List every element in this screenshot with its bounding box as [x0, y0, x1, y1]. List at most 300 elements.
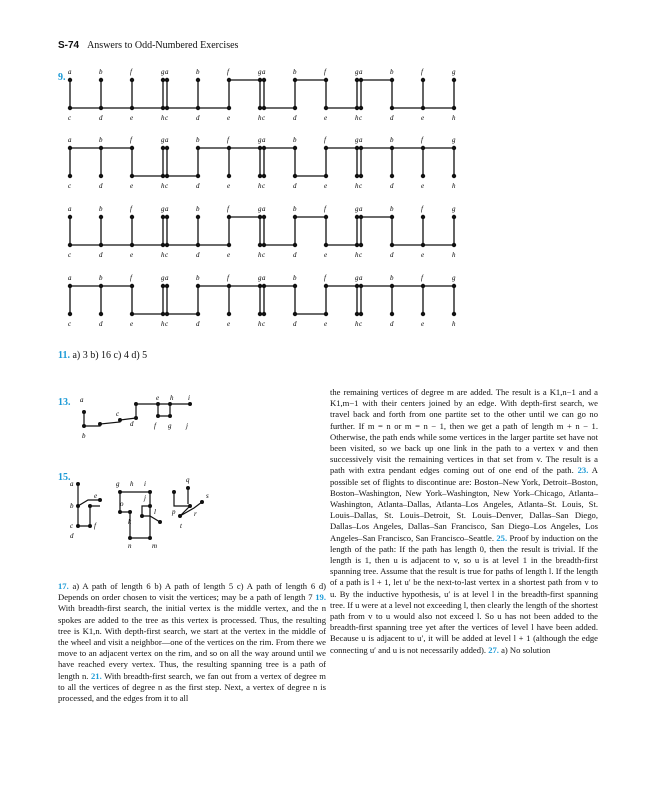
tree-vertex: [165, 174, 169, 178]
tree-vertex-label: h: [258, 114, 262, 122]
tree-vertex: [99, 174, 103, 178]
tree-vertex: [227, 174, 231, 178]
exercise-23-number: 23.: [577, 465, 589, 476]
tree-vertex: [227, 312, 231, 316]
spanning-tree: [165, 68, 262, 122]
tree-vertex: [196, 215, 200, 219]
tree-vertex: [130, 215, 134, 219]
tree-vertex-label: d: [293, 114, 297, 122]
tree-vertex: [165, 312, 169, 316]
v13-c: c: [116, 410, 120, 418]
tree-vertex: [196, 146, 200, 150]
v15-p: p: [172, 508, 176, 516]
v15-s: s: [206, 492, 209, 500]
tree-vertex-label: e: [421, 251, 425, 259]
tree-vertex-label: d: [293, 182, 297, 190]
tree-vertex-label: h: [258, 182, 262, 190]
tree-vertex-label: e: [130, 251, 134, 259]
tree-vertex-label: c: [359, 114, 363, 122]
exercise-21-text: With breadth-first search, we fan out from a vertex of degree m to all the vertices of degree n as the first step. Next, a vertex of degree n is processed, and the edges from it to all: [58, 670, 326, 704]
right-column-text: [330, 387, 598, 656]
tree-vertex-label: h: [258, 251, 262, 259]
tree-vertex: [68, 78, 72, 82]
tree-vertex-label: e: [324, 320, 328, 328]
tree-vertex-label: g: [452, 205, 456, 213]
tree-vertex: [165, 106, 169, 110]
tree-vertex-label: a: [68, 68, 72, 76]
tree-vertex-label: b: [196, 136, 200, 144]
tree-vertex: [324, 146, 328, 150]
tree-vertex-label: b: [99, 68, 103, 76]
tree-vertex-label: b: [99, 274, 103, 282]
tree-vertex-label: f: [130, 68, 132, 76]
v15-t: t: [180, 522, 182, 530]
exercise-13-number: 13.: [58, 397, 71, 408]
tree-vertex: [390, 174, 394, 178]
exercise-11: [58, 350, 147, 361]
tree-vertex: [324, 312, 328, 316]
tree-vertex-label: b: [293, 136, 297, 144]
tree-vertex-label: a: [262, 68, 266, 76]
tree-vertex: [452, 174, 456, 178]
tree-vertex-label: d: [390, 182, 394, 190]
tree-vertex-label: d: [99, 114, 103, 122]
tree-vertex-label: h: [258, 320, 262, 328]
exercise-21-number: 21.: [90, 670, 102, 681]
tree-vertex-label: e: [227, 251, 231, 259]
tree-vertex: [324, 78, 328, 82]
tree-vertex-label: a: [359, 205, 363, 213]
tree-vertex: [390, 78, 394, 82]
tree-vertex: [452, 284, 456, 288]
tree-vertex: [355, 284, 359, 288]
tree-vertex-label: b: [293, 274, 297, 282]
exercise-15-number: 15.: [58, 472, 71, 483]
tree-vertex-label: h: [452, 182, 456, 190]
tree-vertex-label: f: [227, 274, 229, 282]
tree-vertex-label: e: [421, 320, 425, 328]
tree-vertex-label: h: [452, 320, 456, 328]
tree-vertex-label: a: [68, 274, 72, 282]
tree-vertex: [161, 78, 165, 82]
tree-vertex: [227, 106, 231, 110]
tree-vertex-label: e: [130, 114, 134, 122]
spanning-tree: [359, 68, 456, 122]
tree-vertex-label: g: [258, 205, 262, 213]
tree-vertex: [359, 312, 363, 316]
tree-vertex: [130, 78, 134, 82]
exercise-25-text: Proof by induction on the length of the path: If the path has length 0, then the result is trivial. If the length is 1, then u is adjacent to v, so u is at level 1 in the breadth-first spanning tree. Assume that the result is true for paths of length l. If the length of a path is l + 1, let u′ be the next-to-last vertex in a shortest path from v to u. By the inductive hypothesis, u′ is at level l in the breadth-first spanning tree. If u were at a level not exceeding l, then clearly the length of the shortest path from v to u would also not exceed l. So u has not been added to the breadth-first spanning tree yet after the vertices of level l have been added. Because u is adjacent to u′, it will be added at level l + 1 (although the edge connecting u′ and u is not necessarily added).: [330, 532, 598, 655]
exercise-11-answer: a) 3 b) 16 c) 4 d) 5: [72, 350, 148, 361]
tree-vertex-label: d: [99, 182, 103, 190]
tree-vertex: [359, 174, 363, 178]
tree-vertex-label: b: [390, 68, 394, 76]
tree-vertex: [390, 284, 394, 288]
tree-vertex: [165, 146, 169, 150]
spanning-tree: [262, 68, 359, 122]
tree-vertex-label: c: [262, 182, 266, 190]
tree-vertex-label: c: [262, 320, 266, 328]
tree-vertex: [452, 215, 456, 219]
tree-vertex-label: b: [293, 205, 297, 213]
tree-vertex-label: g: [355, 136, 359, 144]
tree-vertex: [258, 78, 262, 82]
v15-d: d: [70, 532, 74, 540]
spanning-tree: [262, 205, 359, 259]
tree-vertex: [355, 106, 359, 110]
tree-vertex: [324, 106, 328, 110]
tree-vertex-label: h: [355, 114, 359, 122]
exercise-21-continued: the remaining vertices of degree m are added. The result is a K1,n−1 and a K1,m−1 with their centers joined by an edge. With depth-first search, we travel back and forth from one partite set to the other until we can go no further. If m = n or m = n − 1, then we get a path of length m + n − 1. Otherwise, the path ends while some vertices in the larger partite set have not been visited, so we back up one link in the path to a vertex v and then successively visit the remaining vertices in that set from v. The result is a path with extra pendant edges coming out of one end of the path.: [330, 387, 598, 476]
tree-vertex: [196, 174, 200, 178]
tree-vertex: [68, 243, 72, 247]
tree-vertex: [258, 174, 262, 178]
tree-vertex: [355, 174, 359, 178]
tree-vertex-label: c: [68, 320, 72, 328]
tree-vertex: [293, 284, 297, 288]
tree-vertex: [258, 215, 262, 219]
tree-vertex: [165, 284, 169, 288]
tree-vertex-label: a: [262, 205, 266, 213]
tree-vertex: [390, 215, 394, 219]
tree-vertex-label: f: [227, 136, 229, 144]
tree-vertex-label: g: [452, 136, 456, 144]
exercise-13-graph: [70, 392, 220, 462]
tree-vertex: [421, 312, 425, 316]
exercise-11-number: 11.: [58, 350, 70, 361]
spanning-tree: [262, 136, 359, 190]
tree-vertex-label: f: [324, 136, 326, 144]
tree-vertex: [293, 146, 297, 150]
tree-vertex: [161, 146, 165, 150]
tree-vertex: [161, 284, 165, 288]
tree-vertex: [262, 284, 266, 288]
tree-vertex-label: d: [293, 320, 297, 328]
tree-vertex: [130, 284, 134, 288]
spanning-tree: [165, 274, 262, 328]
v15-i: i: [144, 480, 146, 488]
tree-vertex: [99, 78, 103, 82]
tree-vertex: [262, 215, 266, 219]
tree-vertex: [196, 106, 200, 110]
tree-vertex: [293, 312, 297, 316]
tree-vertex: [421, 146, 425, 150]
tree-vertex: [262, 146, 266, 150]
tree-vertex: [68, 312, 72, 316]
tree-vertex-label: a: [165, 274, 169, 282]
tree-vertex-label: e: [227, 320, 231, 328]
tree-vertex-label: d: [390, 320, 394, 328]
tree-vertex: [262, 78, 266, 82]
header-title: Answers to Odd-Numbered Exercises: [87, 40, 239, 51]
tree-vertex: [452, 243, 456, 247]
tree-vertex: [99, 284, 103, 288]
tree-vertex-label: d: [196, 251, 200, 259]
tree-vertex-label: f: [421, 205, 423, 213]
v15-j: j: [144, 494, 146, 502]
tree-vertex-label: a: [165, 136, 169, 144]
left-column-text: [58, 581, 326, 704]
tree-vertex-label: g: [355, 205, 359, 213]
tree-vertex: [355, 78, 359, 82]
tree-vertex: [293, 106, 297, 110]
tree-vertex: [359, 106, 363, 110]
tree-vertex-label: a: [68, 136, 72, 144]
tree-vertex: [196, 243, 200, 247]
exercise-27-number: 27.: [488, 644, 499, 655]
tree-vertex-label: e: [227, 114, 231, 122]
v15-k: k: [128, 518, 132, 526]
v13-e: e: [156, 394, 160, 402]
tree-vertex-label: h: [161, 320, 165, 328]
tree-vertex-label: a: [359, 136, 363, 144]
tree-vertex-label: c: [165, 251, 169, 259]
spanning-tree: [359, 274, 456, 328]
tree-vertex: [355, 146, 359, 150]
tree-vertex: [262, 106, 266, 110]
tree-vertex-label: d: [293, 251, 297, 259]
tree-vertex: [165, 78, 169, 82]
tree-vertex: [68, 284, 72, 288]
tree-vertex-label: g: [161, 274, 165, 282]
tree-vertex-label: h: [161, 114, 165, 122]
tree-vertex: [99, 243, 103, 247]
v13-b: b: [82, 432, 86, 440]
tree-vertex: [161, 312, 165, 316]
tree-vertex: [227, 215, 231, 219]
tree-vertex: [390, 312, 394, 316]
tree-vertex-label: f: [227, 68, 229, 76]
page-number: S-74: [58, 40, 80, 51]
v15-a: a: [70, 480, 74, 488]
tree-vertex: [452, 78, 456, 82]
tree-vertex: [262, 312, 266, 316]
spanning-tree: [359, 136, 456, 190]
tree-vertex: [421, 78, 425, 82]
tree-vertex: [99, 106, 103, 110]
tree-vertex: [99, 146, 103, 150]
tree-vertex: [165, 215, 169, 219]
v13-i: i: [188, 394, 190, 402]
tree-vertex-label: c: [165, 182, 169, 190]
spanning-tree: [165, 136, 262, 190]
tree-vertex: [359, 146, 363, 150]
v13-j: j: [186, 422, 188, 430]
tree-vertex-label: e: [324, 251, 328, 259]
tree-vertex: [258, 312, 262, 316]
tree-vertex: [293, 174, 297, 178]
tree-vertex-label: c: [359, 251, 363, 259]
tree-vertex: [452, 106, 456, 110]
tree-vertex-label: e: [130, 320, 134, 328]
tree-vertex-label: h: [355, 320, 359, 328]
tree-vertex: [324, 215, 328, 219]
tree-vertex: [258, 243, 262, 247]
tree-vertex-label: a: [262, 136, 266, 144]
exercise-23-text: A possible set of flights to discontinue are: Boston–New York, Detroit–Boston, Boston–Washington, New York–Washington, New York–Chicago, Atlanta–Washington, Atlanta–Dallas, Atlanta–Los Angeles, Atlanta–St. Louis, St. Louis–Dallas, St. Louis–Detroit, St. Louis–Denver, Dallas–San Diego, Dallas–Los Angeles, Dallas–San Francisco, San Diego–Los Angeles, Los Angeles–San Francisco, San Francisco–Seattle.: [330, 465, 598, 543]
tree-vertex: [196, 284, 200, 288]
tree-vertex-label: f: [421, 274, 423, 282]
tree-vertex: [227, 284, 231, 288]
tree-vertex-label: h: [161, 182, 165, 190]
v15-n: n: [128, 542, 132, 550]
tree-vertex: [130, 174, 134, 178]
tree-vertex-label: h: [355, 251, 359, 259]
tree-vertex-label: h: [452, 251, 456, 259]
tree-vertex-label: b: [196, 68, 200, 76]
tree-vertex-label: d: [390, 114, 394, 122]
tree-vertex: [421, 243, 425, 247]
spanning-tree: [165, 205, 262, 259]
tree-vertex: [324, 243, 328, 247]
tree-vertex-label: h: [452, 114, 456, 122]
tree-vertex: [130, 312, 134, 316]
tree-vertex-label: c: [68, 114, 72, 122]
tree-vertex: [196, 312, 200, 316]
tree-vertex-label: d: [196, 114, 200, 122]
exercise-9-number: 9.: [58, 72, 66, 83]
tree-vertex-label: c: [68, 251, 72, 259]
tree-vertex: [99, 215, 103, 219]
tree-vertex-label: e: [324, 114, 328, 122]
exercise-17-text: a) A path of length 6 b) A path of length 5 c) A path of length 6 d) Depends on order chosen to visit the vertices; may be a path of length 7: [58, 581, 326, 603]
tree-vertex-label: a: [262, 274, 266, 282]
tree-vertex: [359, 215, 363, 219]
tree-vertex-label: c: [262, 114, 266, 122]
v15-q: q: [186, 476, 190, 484]
tree-vertex-label: b: [196, 205, 200, 213]
spanning-tree: [262, 274, 359, 328]
tree-vertex: [359, 243, 363, 247]
tree-vertex-label: e: [130, 182, 134, 190]
tree-vertex: [421, 106, 425, 110]
tree-vertex-label: a: [359, 68, 363, 76]
tree-vertex: [359, 78, 363, 82]
tree-vertex-label: g: [258, 68, 262, 76]
tree-vertex-label: c: [262, 251, 266, 259]
tree-vertex-label: a: [165, 68, 169, 76]
tree-vertex-label: c: [359, 182, 363, 190]
tree-vertex: [390, 146, 394, 150]
v15-l: l: [154, 508, 156, 516]
tree-vertex: [355, 215, 359, 219]
tree-vertex-label: g: [258, 136, 262, 144]
tree-vertex-label: g: [161, 68, 165, 76]
tree-vertex-label: h: [355, 182, 359, 190]
tree-vertex-label: b: [293, 68, 297, 76]
tree-vertex-label: b: [99, 136, 103, 144]
tree-vertex-label: f: [421, 136, 423, 144]
tree-vertex-label: b: [390, 274, 394, 282]
tree-vertex: [161, 174, 165, 178]
tree-vertex-label: f: [227, 205, 229, 213]
tree-vertex-label: a: [165, 205, 169, 213]
tree-vertex: [130, 106, 134, 110]
tree-vertex: [421, 215, 425, 219]
v15-g: g: [116, 480, 120, 488]
tree-vertex: [227, 146, 231, 150]
tree-vertex: [68, 146, 72, 150]
tree-vertex: [161, 243, 165, 247]
exercise-17-number: 17.: [58, 581, 69, 591]
tree-vertex-label: c: [165, 114, 169, 122]
tree-vertex: [130, 243, 134, 247]
tree-vertex: [68, 174, 72, 178]
spanning-trees-grid: [0, 0, 648, 330]
tree-vertex-label: b: [390, 205, 394, 213]
tree-vertex-label: g: [258, 274, 262, 282]
tree-vertex-label: f: [130, 205, 132, 213]
tree-vertex: [359, 284, 363, 288]
v15-c: c: [70, 522, 74, 530]
v13-d: d: [130, 420, 134, 428]
tree-vertex-label: f: [324, 274, 326, 282]
tree-vertex-label: f: [324, 205, 326, 213]
tree-vertex: [99, 312, 103, 316]
exercise-19-text: With breadth-first search, the initial vertex is the middle vertex, and the n spokes are added to the tree as this vertex is processed. Thus, the resulting tree is K1,n. With depth-first search, we start at the vertex in the middle of the wheel and visit a neighbor—one of the vertices on the rim. From there we move to an adjacent vertex on the rim, and so on all the way around until we have reached every vertex. Thus, the resulting spanning tree is a path of length n.: [58, 603, 326, 681]
tree-vertex-label: d: [99, 320, 103, 328]
tree-vertex: [68, 106, 72, 110]
spanning-tree: [359, 205, 456, 259]
tree-vertex-label: b: [99, 205, 103, 213]
v15-m: m: [152, 542, 158, 550]
v15-f: f: [94, 522, 96, 530]
tree-vertex-label: g: [355, 68, 359, 76]
tree-vertex: [390, 106, 394, 110]
spanning-tree: [68, 274, 165, 328]
tree-vertex: [390, 243, 394, 247]
tree-vertex: [324, 174, 328, 178]
tree-vertex: [452, 312, 456, 316]
tree-vertex: [161, 106, 165, 110]
tree-vertex: [262, 174, 266, 178]
tree-vertex-label: b: [390, 136, 394, 144]
tree-vertex: [130, 146, 134, 150]
tree-vertex-label: d: [196, 182, 200, 190]
tree-vertex-label: b: [196, 274, 200, 282]
tree-vertex: [355, 312, 359, 316]
exercise-25-number: 25.: [496, 532, 508, 543]
tree-vertex-label: g: [452, 274, 456, 282]
tree-vertex-label: f: [130, 274, 132, 282]
tree-vertex: [165, 243, 169, 247]
v15-b: b: [70, 502, 74, 510]
v15-o: o: [120, 500, 124, 508]
tree-vertex-label: g: [161, 205, 165, 213]
spanning-tree: [68, 136, 165, 190]
v13-g: g: [168, 422, 172, 430]
tree-vertex-label: c: [68, 182, 72, 190]
tree-vertex: [421, 174, 425, 178]
tree-vertex-label: f: [324, 68, 326, 76]
tree-vertex-label: a: [68, 205, 72, 213]
tree-vertex: [68, 215, 72, 219]
tree-vertex-label: c: [165, 320, 169, 328]
tree-vertex-label: e: [421, 114, 425, 122]
exercise-15-graph: [70, 466, 250, 556]
tree-vertex: [355, 243, 359, 247]
tree-vertex-label: a: [359, 274, 363, 282]
tree-vertex: [262, 243, 266, 247]
tree-vertex: [258, 106, 262, 110]
v13-f: f: [154, 422, 156, 430]
tree-vertex: [324, 284, 328, 288]
tree-vertex-label: e: [324, 182, 328, 190]
tree-vertex-label: d: [196, 320, 200, 328]
exercise-27-text: a) No solution: [501, 644, 551, 655]
exercise-19-number: 19.: [315, 592, 326, 603]
tree-vertex-label: g: [355, 274, 359, 282]
